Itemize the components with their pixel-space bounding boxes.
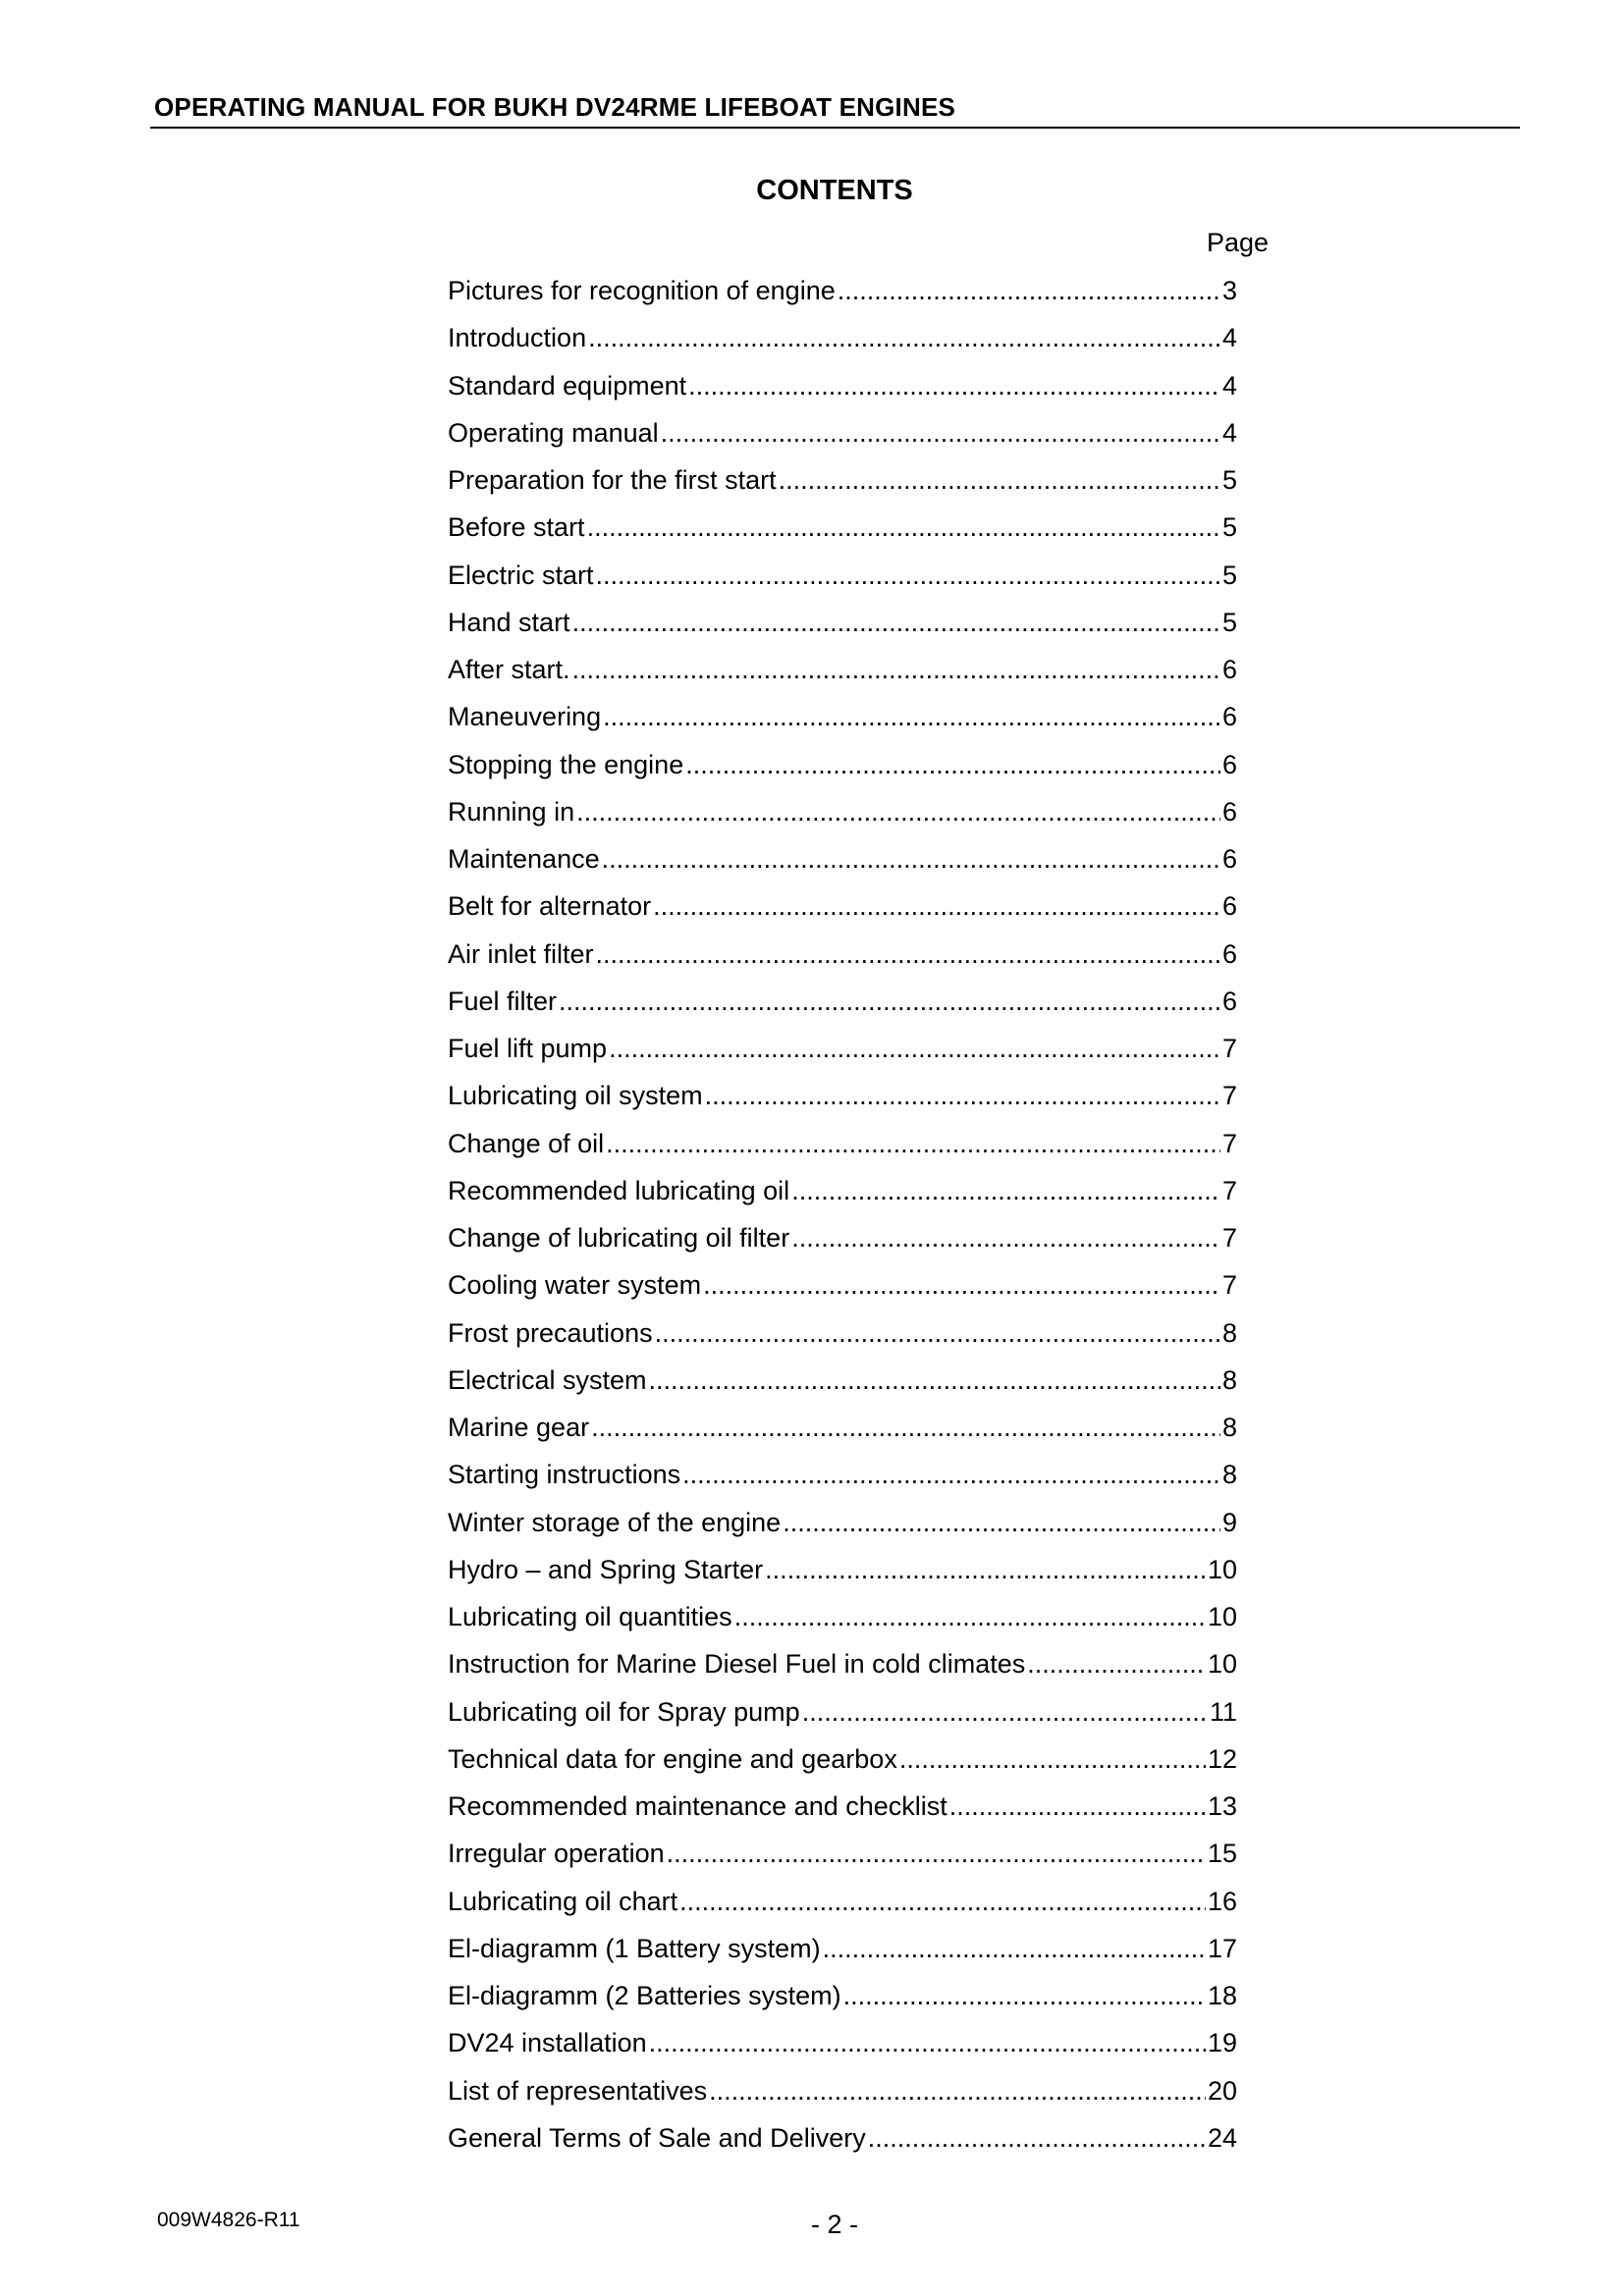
toc-entry-title: Pictures for recognition of engine xyxy=(448,276,836,305)
toc-entry-page: 8 xyxy=(1221,1413,1237,1442)
toc-entry xyxy=(448,1599,1237,1646)
toc-dot-leader xyxy=(603,699,1220,734)
toc-dot-leader xyxy=(949,1789,1206,1824)
toc-entry-title: Air inlet filter xyxy=(448,938,594,969)
toc-entry-title: Lubricating oil chart xyxy=(448,1886,678,1916)
toc-entry-title: Recommended lubricating oil xyxy=(448,1175,790,1205)
toc-dot-leader xyxy=(596,936,1220,972)
toc-dot-leader xyxy=(596,558,1220,593)
toc-entry-page: 19 xyxy=(1207,2028,1237,2058)
toc-entry xyxy=(448,1173,1237,1220)
contents-heading: CONTENTS xyxy=(756,175,913,206)
toc-entry-page: 8 xyxy=(1221,1317,1237,1348)
toc-dot-leader xyxy=(1027,1646,1206,1682)
toc-entry-page: 6 xyxy=(1221,702,1237,732)
toc-entry-title: Introduction xyxy=(448,323,587,353)
toc-entry-title: Operating manual xyxy=(448,417,659,448)
toc-entry xyxy=(448,1931,1237,1978)
toc-dot-leader xyxy=(734,1599,1206,1634)
toc-entry-page: 6 xyxy=(1221,844,1237,874)
toc-dot-leader xyxy=(783,1505,1220,1540)
toc-entry xyxy=(448,747,1237,794)
toc-entry-title: Irregular operation xyxy=(448,1839,665,1869)
toc-entry-title: Fuel lift pump xyxy=(448,1034,608,1063)
document-id: 009W4826-R11 xyxy=(157,2209,300,2231)
toc-entry xyxy=(448,1836,1237,1883)
toc-entry-page: 9 xyxy=(1221,1507,1237,1537)
toc-entry-title: Lubricating oil quantities xyxy=(448,1602,732,1631)
toc-entry-title: Electrical system xyxy=(448,1364,647,1395)
toc-entry-title: Fuel filter xyxy=(448,986,558,1016)
toc-entry-title: Standard equipment xyxy=(448,370,687,400)
toc-entry-title: General Terms of Sale and Delivery xyxy=(448,2122,866,2153)
toc-entry xyxy=(448,368,1237,415)
toc-entry-title: Maneuvering xyxy=(448,702,602,732)
toc-dot-leader xyxy=(791,1220,1220,1255)
toc-entry-page: 6 xyxy=(1221,938,1237,969)
toc-entry-page: 7 xyxy=(1221,1175,1237,1205)
toc-entry-title: Before start xyxy=(448,512,585,543)
toc-entry xyxy=(448,558,1237,605)
toc-entry-title: Change of lubricating oil filter xyxy=(448,1223,790,1253)
toc-dot-leader xyxy=(606,1126,1220,1161)
toc-dot-leader xyxy=(688,368,1220,403)
toc-entry-page: 6 xyxy=(1221,655,1237,684)
toc-entry xyxy=(448,1789,1237,1836)
toc-entry xyxy=(448,1884,1237,1931)
toc-entry xyxy=(448,984,1237,1031)
toc-dot-leader xyxy=(587,509,1220,545)
toc-entry-page: 5 xyxy=(1221,512,1237,543)
toc-entry-page: 6 xyxy=(1221,986,1237,1016)
toc-entry xyxy=(448,652,1237,699)
toc-entry-title: Recommended maintenance and checklist xyxy=(448,1791,947,1821)
toc-entry xyxy=(448,1315,1237,1362)
toc-entry-title: Preparation for the first start xyxy=(448,465,777,495)
toc-entry xyxy=(448,1552,1237,1599)
toc-dot-leader xyxy=(843,1978,1206,2013)
toc-entry xyxy=(448,699,1237,746)
toc-entry-page: 15 xyxy=(1207,1839,1237,1869)
toc-entry-title: Winter storage of the engine xyxy=(448,1507,782,1537)
toc-entry xyxy=(448,1694,1237,1741)
toc-entry-page: 17 xyxy=(1207,1933,1237,1963)
toc-dot-leader xyxy=(655,1315,1220,1351)
toc-dot-leader xyxy=(609,1031,1220,1066)
toc-entry-page: 6 xyxy=(1221,796,1237,827)
toc-entry-page: 8 xyxy=(1221,1364,1237,1395)
toc-entry xyxy=(448,1078,1237,1125)
toc-entry-page: 10 xyxy=(1207,1602,1237,1631)
toc-entry-page: 7 xyxy=(1221,1270,1237,1301)
toc-dot-leader xyxy=(653,888,1220,924)
toc-entry-page: 16 xyxy=(1207,1886,1237,1916)
toc-entry-page: 20 xyxy=(1207,2075,1237,2106)
toc-entry-page: 24 xyxy=(1207,2122,1237,2153)
toc-entry-title: Maintenance xyxy=(448,844,600,874)
toc-entry-title: Instruction for Marine Diesel Fuel in cold climates xyxy=(448,1649,1026,1680)
toc-entry-title: Lubricating oil for Spray pump xyxy=(448,1696,800,1727)
toc-dot-leader xyxy=(649,1362,1220,1398)
toc-entry-page: 18 xyxy=(1207,1981,1237,2010)
toc-entry-page: 12 xyxy=(1207,1743,1237,1774)
toc-dot-leader xyxy=(838,273,1220,308)
toc-dot-leader xyxy=(682,1457,1220,1492)
toc-dot-leader xyxy=(576,794,1220,829)
toc-dot-leader xyxy=(705,1078,1220,1113)
toc-entry-title: Belt for alternator xyxy=(448,891,652,922)
toc-dot-leader xyxy=(559,984,1220,1019)
toc-dot-leader xyxy=(591,1410,1220,1445)
toc-dot-leader xyxy=(868,2120,1206,2156)
toc-entry-page: 6 xyxy=(1221,749,1237,779)
running-header-title: OPERATING MANUAL FOR BUKH DV24RME LIFEBOAT ENGINES xyxy=(154,92,956,122)
toc-entry-title: Marine gear xyxy=(448,1413,590,1442)
toc-entry-title: Hand start xyxy=(448,607,570,637)
toc-entry-page: 10 xyxy=(1207,1649,1237,1680)
toc-entry-page: 7 xyxy=(1221,1081,1237,1111)
toc-entry xyxy=(448,936,1237,984)
toc-dot-leader xyxy=(765,1552,1206,1587)
toc-entry-title: Lubricating oil system xyxy=(448,1081,703,1111)
toc-entry-title: Starting instructions xyxy=(448,1460,681,1490)
toc-dot-leader xyxy=(661,415,1220,451)
toc-dot-leader xyxy=(588,320,1220,355)
toc-entry xyxy=(448,841,1237,888)
toc-entry-page: 7 xyxy=(1221,1128,1237,1158)
toc-entry-page: 5 xyxy=(1221,560,1237,590)
toc-entry-page: 5 xyxy=(1221,465,1237,495)
table-of-contents xyxy=(448,273,1237,2167)
toc-entry xyxy=(448,1457,1237,1504)
toc-dot-leader xyxy=(779,462,1220,498)
toc-entry-page: 4 xyxy=(1221,417,1237,448)
toc-dot-leader xyxy=(685,747,1220,782)
toc-entry-page: 8 xyxy=(1221,1460,1237,1490)
toc-entry xyxy=(448,273,1237,320)
header-rule xyxy=(150,127,1520,129)
toc-entry xyxy=(448,794,1237,841)
toc-dot-leader xyxy=(791,1173,1220,1208)
toc-entry-title: Frost precautions xyxy=(448,1317,653,1348)
page-column-label: Page xyxy=(1206,228,1269,257)
toc-entry xyxy=(448,1267,1237,1314)
toc-entry-title: Technical data for engine and gearbox xyxy=(448,1743,897,1774)
toc-dot-leader xyxy=(679,1884,1206,1919)
toc-entry xyxy=(448,1410,1237,1457)
toc-dot-leader xyxy=(572,605,1220,640)
toc-entry-title: Cooling water system xyxy=(448,1270,702,1301)
toc-entry xyxy=(448,1362,1237,1410)
toc-dot-leader xyxy=(649,2025,1206,2060)
toc-entry xyxy=(448,605,1237,652)
toc-entry xyxy=(448,2073,1237,2120)
toc-entry-page: 4 xyxy=(1221,323,1237,353)
toc-entry-page: 4 xyxy=(1221,370,1237,400)
toc-entry-title: Change of oil xyxy=(448,1128,605,1158)
toc-entry-title: After start. xyxy=(448,655,570,684)
toc-entry-title: Running in xyxy=(448,796,575,827)
toc-entry-page: 7 xyxy=(1221,1034,1237,1063)
toc-entry xyxy=(448,320,1237,367)
toc-entry-title: DV24 installation xyxy=(448,2028,647,2058)
toc-entry xyxy=(448,888,1237,935)
toc-entry-title: El-diagramm (1 Battery system) xyxy=(448,1933,821,1963)
toc-entry xyxy=(448,1741,1237,1789)
toc-dot-leader xyxy=(802,1694,1208,1730)
toc-entry-page: 10 xyxy=(1207,1554,1237,1584)
toc-dot-leader xyxy=(667,1836,1206,1871)
toc-entry xyxy=(448,415,1237,462)
toc-dot-leader xyxy=(709,2073,1206,2109)
toc-entry xyxy=(448,509,1237,557)
toc-entry xyxy=(448,1978,1237,2025)
toc-entry-page: 3 xyxy=(1221,276,1237,305)
toc-dot-leader xyxy=(703,1267,1220,1303)
toc-entry xyxy=(448,1126,1237,1173)
page-number: - 2 - xyxy=(810,2210,858,2239)
toc-entry-page: 5 xyxy=(1221,607,1237,637)
toc-entry xyxy=(448,462,1237,509)
toc-entry xyxy=(448,2120,1237,2167)
toc-entry-title: List of representatives xyxy=(448,2075,708,2106)
toc-entry xyxy=(448,1646,1237,1693)
toc-entry-title: Electric start xyxy=(448,560,594,590)
toc-entry-page: 13 xyxy=(1207,1791,1237,1821)
toc-entry xyxy=(448,1505,1237,1552)
toc-entry xyxy=(448,1031,1237,1078)
toc-entry-page: 6 xyxy=(1221,891,1237,922)
toc-entry-title: El-diagramm (2 Batteries system) xyxy=(448,1981,841,2010)
toc-entry-title: Hydro – and Spring Starter xyxy=(448,1554,764,1584)
toc-entry xyxy=(448,1220,1237,1267)
toc-entry xyxy=(448,2025,1237,2072)
toc-entry-page: 11 xyxy=(1209,1696,1237,1727)
toc-entry-page: 7 xyxy=(1221,1223,1237,1253)
toc-dot-leader xyxy=(823,1931,1206,1966)
toc-dot-leader xyxy=(602,841,1220,877)
toc-dot-leader xyxy=(572,652,1220,687)
toc-dot-leader xyxy=(899,1741,1206,1777)
toc-entry-title: Stopping the engine xyxy=(448,749,684,779)
